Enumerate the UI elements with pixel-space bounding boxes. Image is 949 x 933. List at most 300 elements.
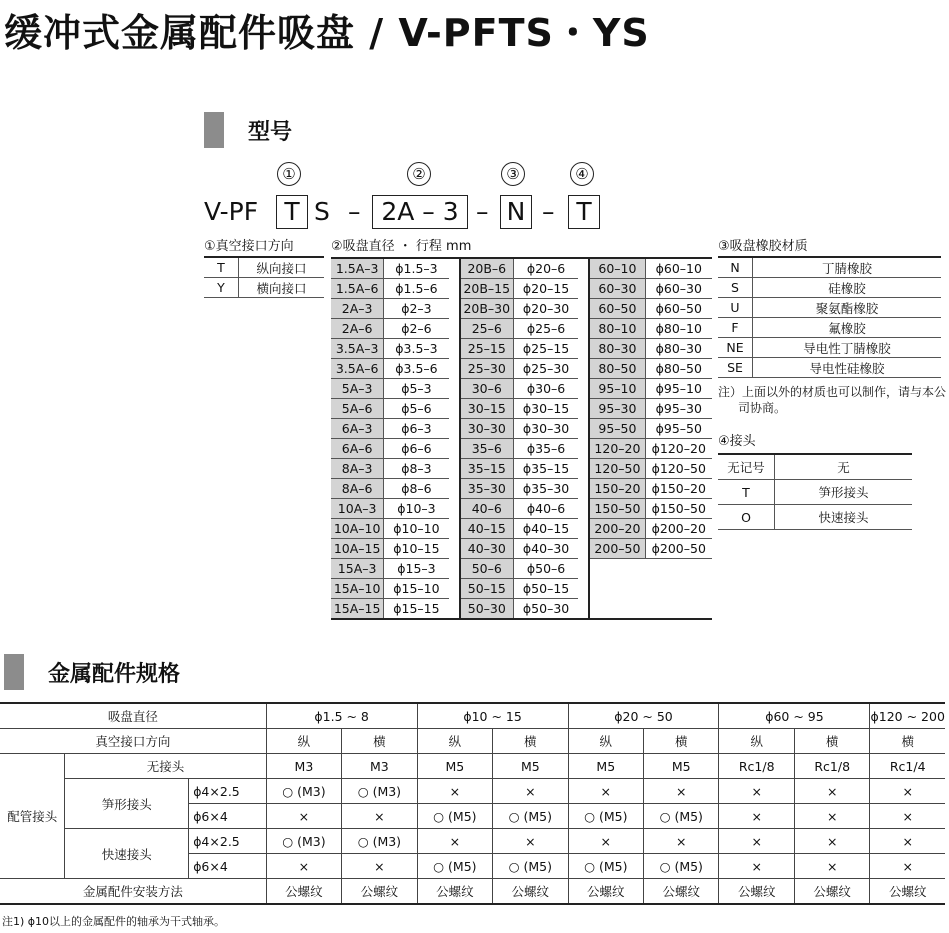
diameter-col1-code: 3.5A–6 — [331, 359, 384, 379]
diameter-col1-value: ϕ15–3 — [384, 559, 449, 579]
spec-barb-row — [0, 779, 945, 804]
diameter-col2-code: 20B–15 — [460, 279, 514, 299]
spec-mount-label: 金属配件安装方法 — [0, 879, 266, 905]
diameter-col3-code: 150–50 — [589, 499, 645, 519]
spec-cell: ○ (M3) — [342, 779, 417, 804]
material-label: ③吸盘橡胶材质 — [718, 239, 808, 254]
diameter-row — [331, 258, 712, 279]
spec-cell: 公螺纹 — [417, 879, 492, 905]
diameter-row — [331, 459, 712, 479]
direction-desc: 横向接口 — [239, 278, 325, 298]
spec-header-range: ϕ20 ~ 50 — [568, 703, 719, 729]
diameter-row — [331, 319, 712, 339]
spec-cell: × — [266, 804, 341, 829]
diameter-col3-code: 120–20 — [589, 439, 645, 459]
material-desc: 导电性硅橡胶 — [753, 358, 942, 378]
spec-barb-size: ϕ4×2.5 — [189, 779, 266, 804]
diameter-col3-empty — [589, 559, 645, 579]
code-dash-3: – — [542, 197, 555, 226]
material-code: N — [718, 257, 753, 278]
diameter-col3-empty — [589, 599, 645, 620]
spec-direction-row — [0, 729, 945, 754]
diameter-gap — [449, 459, 460, 479]
spec-cell: M5 — [417, 754, 492, 779]
spec-quick-size: ϕ4×2.5 — [189, 829, 266, 854]
spec-cell: × — [568, 829, 643, 854]
code-mid: S — [314, 197, 330, 226]
spec-table — [0, 702, 945, 905]
diameter-col1-value: ϕ6–6 — [384, 439, 449, 459]
diameter-gap — [578, 459, 589, 479]
diameter-col3-code: 80–50 — [589, 359, 645, 379]
spec-cell: 公螺纹 — [342, 879, 417, 905]
diameter-gap — [578, 279, 589, 299]
diameter-col2-code: 35–15 — [460, 459, 514, 479]
code-prefix: V-PF — [204, 197, 259, 226]
diameter-col1-value: ϕ15–10 — [384, 579, 449, 599]
diameter-col3-value: ϕ80–10 — [645, 319, 712, 339]
spec-cell: × — [719, 854, 794, 879]
diameter-row — [331, 339, 712, 359]
model-section-heading — [204, 112, 292, 148]
material-note-line2: 司协商。 — [738, 401, 787, 415]
spec-cell: × — [794, 804, 869, 829]
diameter-col3-code: 95–30 — [589, 399, 645, 419]
spec-cell: × — [719, 804, 794, 829]
circled-number-2: ② — [407, 162, 431, 186]
spec-none-row — [0, 754, 945, 779]
spec-direction: 纵 — [417, 729, 492, 754]
spec-direction-label: 真空接口方向 — [0, 729, 266, 754]
material-row — [718, 338, 941, 358]
diameter-col2-code: 30–6 — [460, 379, 514, 399]
material-note-line1: 注）上面以外的材质也可以制作，请与本公 — [718, 385, 947, 399]
diameter-gap — [449, 419, 460, 439]
spec-cell: ○ (M5) — [493, 804, 568, 829]
diameter-col1-value: ϕ1.5–6 — [384, 279, 449, 299]
diameter-row — [331, 299, 712, 319]
spec-direction: 纵 — [719, 729, 794, 754]
diameter-col2-value: ϕ25–15 — [513, 339, 578, 359]
spec-cell: M5 — [493, 754, 568, 779]
spec-header-diameter: 吸盘直径 — [0, 703, 266, 729]
diameter-col3-value: ϕ200–20 — [645, 519, 712, 539]
diameter-col1-value: ϕ1.5–3 — [384, 258, 449, 279]
diameter-col1-code: 2A–3 — [331, 299, 384, 319]
diameter-col1-value: ϕ8–6 — [384, 479, 449, 499]
diameter-col1-value: ϕ2–3 — [384, 299, 449, 319]
diameter-gap — [578, 319, 589, 339]
diameter-col2-value: ϕ30–15 — [513, 399, 578, 419]
spec-quick-row — [0, 829, 945, 854]
diameter-col2-code: 25–15 — [460, 339, 514, 359]
diameter-col3-code: 60–30 — [589, 279, 645, 299]
spec-cell: ○ (M3) — [266, 779, 341, 804]
diameter-gap — [449, 439, 460, 459]
diameter-col2-value: ϕ40–30 — [513, 539, 578, 559]
diameter-col2-code: 50–15 — [460, 579, 514, 599]
model-heading-text: 型号 — [248, 119, 293, 145]
diameter-gap — [449, 559, 460, 579]
diameter-gap — [449, 479, 460, 499]
diameter-col1-value: ϕ10–10 — [384, 519, 449, 539]
diameter-col3-value: ϕ200–50 — [645, 539, 712, 559]
spec-header-range: ϕ120 ~ 200 — [870, 703, 945, 729]
diameter-row — [331, 479, 712, 499]
spec-none-label: 无接头 — [65, 754, 266, 779]
diameter-gap — [578, 399, 589, 419]
diameter-col2-value: ϕ25–30 — [513, 359, 578, 379]
diameter-col2-value: ϕ40–15 — [513, 519, 578, 539]
diameter-col1-value: ϕ5–3 — [384, 379, 449, 399]
spec-cell: × — [342, 804, 417, 829]
circled-number-4: ④ — [570, 162, 594, 186]
spec-cell: ○ (M5) — [644, 804, 719, 829]
spec-cell: × — [719, 779, 794, 804]
diameter-col1-code: 3.5A–3 — [331, 339, 384, 359]
spec-direction: 纵 — [266, 729, 341, 754]
spec-cell: × — [794, 779, 869, 804]
spec-cell: ○ (M3) — [342, 829, 417, 854]
diameter-col1-value: ϕ10–15 — [384, 539, 449, 559]
diameter-gap — [578, 359, 589, 379]
diameter-label: ②吸盘直径 ・ 行程 mm — [331, 239, 472, 254]
spec-header-range: ϕ60 ~ 95 — [719, 703, 870, 729]
spec-direction: 纵 — [568, 729, 643, 754]
diameter-col2-code: 20B–6 — [460, 258, 514, 279]
spec-cell: Rc1/4 — [870, 754, 945, 779]
spec-barb-size: ϕ6×4 — [189, 804, 266, 829]
direction-label: ①真空接口方向 — [204, 239, 294, 254]
spec-cell: 公螺纹 — [266, 879, 341, 905]
diameter-col3-code: 200–50 — [589, 539, 645, 559]
spec-cell: × — [794, 854, 869, 879]
diameter-col1-code: 5A–6 — [331, 399, 384, 419]
diameter-col1-code: 6A–6 — [331, 439, 384, 459]
spec-cell: × — [493, 829, 568, 854]
diameter-gap — [578, 559, 589, 579]
spec-header-range: ϕ1.5 ~ 8 — [266, 703, 417, 729]
fitting-desc: 无 — [775, 454, 913, 480]
fitting-row — [718, 505, 912, 530]
spec-group-label: 配管接头 — [0, 754, 65, 879]
diameter-col3-value: ϕ60–30 — [645, 279, 712, 299]
diameter-col2-value: ϕ30–6 — [513, 379, 578, 399]
diameter-col2-code: 25–6 — [460, 319, 514, 339]
fitting-code: T — [718, 480, 775, 505]
diameter-col3-code: 150–20 — [589, 479, 645, 499]
diameter-row — [331, 519, 712, 539]
diameter-gap — [449, 359, 460, 379]
fitting-row — [718, 454, 912, 480]
diameter-gap — [449, 319, 460, 339]
diameter-gap — [578, 439, 589, 459]
diameter-row — [331, 359, 712, 379]
material-code: SE — [718, 358, 753, 378]
diameter-row — [331, 399, 712, 419]
spec-heading-text: 金属配件规格 — [48, 661, 181, 687]
code-box-fitting: T — [568, 195, 600, 229]
diameter-col3-code: 80–10 — [589, 319, 645, 339]
diameter-col3-empty — [645, 579, 712, 599]
diameter-col1-value: ϕ15–15 — [384, 599, 449, 620]
spec-cell: 公螺纹 — [568, 879, 643, 905]
material-code: NE — [718, 338, 753, 358]
diameter-gap — [578, 339, 589, 359]
diameter-col2-code: 30–30 — [460, 419, 514, 439]
spec-cell: ○ (M5) — [568, 854, 643, 879]
diameter-col1-code: 1.5A–3 — [331, 258, 384, 279]
diameter-col2-value: ϕ20–30 — [513, 299, 578, 319]
diameter-gap — [449, 519, 460, 539]
spec-cell: × — [719, 829, 794, 854]
diameter-gap — [578, 299, 589, 319]
material-code: S — [718, 278, 753, 298]
spec-cell: ○ (M3) — [266, 829, 341, 854]
diameter-col3-value: ϕ95–30 — [645, 399, 712, 419]
spec-cell: ○ (M5) — [417, 804, 492, 829]
code-dash-1: – — [348, 197, 361, 226]
direction-table — [204, 256, 324, 298]
diameter-col3-value: ϕ150–50 — [645, 499, 712, 519]
diameter-col3-value: ϕ95–50 — [645, 419, 712, 439]
spec-cell: × — [644, 779, 719, 804]
diameter-gap — [578, 258, 589, 279]
spec-section-heading — [4, 654, 180, 690]
direction-desc: 纵向接口 — [239, 257, 325, 278]
diameter-col1-code: 8A–6 — [331, 479, 384, 499]
diameter-col1-code: 1.5A–6 — [331, 279, 384, 299]
diameter-col3-empty — [589, 579, 645, 599]
diameter-col3-code: 120–50 — [589, 459, 645, 479]
diameter-col2-value: ϕ50–30 — [513, 599, 578, 620]
spec-cell: 公螺纹 — [870, 879, 945, 905]
diameter-col2-code: 35–6 — [460, 439, 514, 459]
diameter-col3-code: 60–50 — [589, 299, 645, 319]
spec-cell: × — [568, 779, 643, 804]
material-row — [718, 298, 941, 318]
fitting-label: ④接头 — [718, 434, 756, 449]
spec-cell: × — [493, 779, 568, 804]
diameter-gap — [578, 579, 589, 599]
code-box-diameter: 2A – 3 — [372, 195, 468, 229]
diameter-gap — [449, 279, 460, 299]
material-code: U — [718, 298, 753, 318]
spec-direction: 横 — [870, 729, 945, 754]
spec-cell: M5 — [644, 754, 719, 779]
diameter-col1-code: 10A–10 — [331, 519, 384, 539]
spec-direction: 横 — [342, 729, 417, 754]
diameter-col2-code: 40–15 — [460, 519, 514, 539]
spec-cell: × — [870, 854, 945, 879]
material-table — [718, 256, 941, 378]
spec-cell: × — [870, 804, 945, 829]
material-row — [718, 278, 941, 298]
diameter-col3-code: 95–10 — [589, 379, 645, 399]
diameter-gap — [449, 339, 460, 359]
code-dash-2: – — [476, 197, 489, 226]
diameter-col2-value: ϕ20–6 — [513, 258, 578, 279]
diameter-col2-value: ϕ50–15 — [513, 579, 578, 599]
diameter-gap — [449, 258, 460, 279]
diameter-row — [331, 579, 712, 599]
fitting-code: O — [718, 505, 775, 530]
diameter-col2-code: 40–30 — [460, 539, 514, 559]
material-code: F — [718, 318, 753, 338]
spec-direction: 横 — [794, 729, 869, 754]
diameter-row — [331, 419, 712, 439]
diameter-row — [331, 279, 712, 299]
diameter-col1-value: ϕ6–3 — [384, 419, 449, 439]
diameter-col3-code: 80–30 — [589, 339, 645, 359]
diameter-col3-empty — [645, 559, 712, 579]
diameter-col3-code: 60–10 — [589, 258, 645, 279]
code-box-material: N — [500, 195, 532, 229]
diameter-col2-value: ϕ20–15 — [513, 279, 578, 299]
diameter-col1-value: ϕ8–3 — [384, 459, 449, 479]
diameter-col1-code: 15A–10 — [331, 579, 384, 599]
diameter-col2-code: 50–6 — [460, 559, 514, 579]
spec-cell: × — [417, 829, 492, 854]
spec-header-row — [0, 703, 945, 729]
diameter-col3-code: 95–50 — [589, 419, 645, 439]
spec-cell: 公螺纹 — [493, 879, 568, 905]
material-row — [718, 358, 941, 378]
material-desc: 丁腈橡胶 — [753, 257, 942, 278]
page-title: 缓冲式金属配件吸盘 / V-PFTS・YS — [4, 11, 650, 55]
diameter-col2-code: 50–30 — [460, 599, 514, 620]
diameter-gap — [578, 419, 589, 439]
spec-cell: × — [870, 829, 945, 854]
diameter-table — [331, 257, 712, 620]
spec-cell: ○ (M5) — [568, 804, 643, 829]
diameter-gap — [449, 599, 460, 620]
diameter-col1-value: ϕ3.5–3 — [384, 339, 449, 359]
diameter-col1-value: ϕ10–3 — [384, 499, 449, 519]
spec-cell: × — [417, 779, 492, 804]
fitting-desc: 快速接头 — [775, 505, 913, 530]
diameter-col1-code: 6A–3 — [331, 419, 384, 439]
spec-cell: 公螺纹 — [794, 879, 869, 905]
diameter-gap — [449, 379, 460, 399]
fitting-code: 无记号 — [718, 454, 775, 480]
heading-bar — [204, 112, 224, 148]
direction-code: T — [204, 257, 239, 278]
spec-note: 注1) ϕ10以上的金属配件的轴承为干式轴承。 — [2, 915, 226, 928]
diameter-col1-value: ϕ2–6 — [384, 319, 449, 339]
diameter-gap — [449, 539, 460, 559]
diameter-col3-value: ϕ60–50 — [645, 299, 712, 319]
spec-cell: Rc1/8 — [794, 754, 869, 779]
diameter-col2-code: 40–6 — [460, 499, 514, 519]
spec-cell: M3 — [342, 754, 417, 779]
diameter-row — [331, 539, 712, 559]
circled-number-1: ① — [277, 162, 301, 186]
diameter-col3-value: ϕ80–30 — [645, 339, 712, 359]
diameter-gap — [449, 299, 460, 319]
diameter-col1-value: ϕ3.5–6 — [384, 359, 449, 379]
diameter-col1-code: 15A–3 — [331, 559, 384, 579]
spec-cell: 公螺纹 — [719, 879, 794, 905]
diameter-col2-value: ϕ40–6 — [513, 499, 578, 519]
diameter-col3-value: ϕ95–10 — [645, 379, 712, 399]
diameter-gap — [449, 579, 460, 599]
diameter-gap — [578, 379, 589, 399]
fitting-desc: 笋形接头 — [775, 480, 913, 505]
diameter-col2-value: ϕ35–15 — [513, 459, 578, 479]
diameter-row — [331, 499, 712, 519]
diameter-col2-code: 35–30 — [460, 479, 514, 499]
spec-cell: ○ (M5) — [417, 854, 492, 879]
diameter-row — [331, 439, 712, 459]
diameter-col1-code: 8A–3 — [331, 459, 384, 479]
fitting-row — [718, 480, 912, 505]
diameter-col2-code: 30–15 — [460, 399, 514, 419]
diameter-col3-code: 200–20 — [589, 519, 645, 539]
diameter-col3-empty — [645, 599, 712, 620]
diameter-col2-value: ϕ30–30 — [513, 419, 578, 439]
material-row — [718, 257, 941, 278]
diameter-col1-code: 10A–15 — [331, 539, 384, 559]
fitting-table — [718, 453, 912, 530]
spec-cell: M3 — [266, 754, 341, 779]
diameter-col1-value: ϕ5–6 — [384, 399, 449, 419]
spec-cell: × — [794, 829, 869, 854]
diameter-gap — [578, 599, 589, 620]
spec-cell: × — [644, 829, 719, 854]
diameter-col3-value: ϕ60–10 — [645, 258, 712, 279]
spec-cell: Rc1/8 — [719, 754, 794, 779]
heading-bar — [4, 654, 24, 690]
circled-number-3: ③ — [501, 162, 525, 186]
diameter-col2-code: 25–30 — [460, 359, 514, 379]
material-desc: 导电性丁腈橡胶 — [753, 338, 942, 358]
spec-cell: M5 — [568, 754, 643, 779]
diameter-gap — [578, 519, 589, 539]
diameter-gap — [449, 499, 460, 519]
diameter-gap — [449, 399, 460, 419]
diameter-row — [331, 379, 712, 399]
diameter-col3-value: ϕ150–20 — [645, 479, 712, 499]
material-row — [718, 318, 941, 338]
diameter-gap — [578, 499, 589, 519]
spec-quick-label: 快速接头 — [65, 829, 189, 879]
spec-cell: × — [266, 854, 341, 879]
diameter-col2-value: ϕ35–30 — [513, 479, 578, 499]
code-box-direction: T — [276, 195, 308, 229]
direction-code: Y — [204, 278, 239, 298]
diameter-col1-code: 2A–6 — [331, 319, 384, 339]
diameter-row — [331, 559, 712, 579]
spec-quick-size: ϕ6×4 — [189, 854, 266, 879]
diameter-col1-code: 10A–3 — [331, 499, 384, 519]
spec-cell: ○ (M5) — [644, 854, 719, 879]
direction-row — [204, 257, 324, 278]
spec-barb-label: 笋形接头 — [65, 779, 189, 829]
diameter-col3-value: ϕ120–50 — [645, 459, 712, 479]
diameter-col3-value: ϕ120–20 — [645, 439, 712, 459]
material-desc: 硅橡胶 — [753, 278, 942, 298]
spec-cell: × — [870, 779, 945, 804]
diameter-col2-value: ϕ50–6 — [513, 559, 578, 579]
diameter-col1-code: 15A–15 — [331, 599, 384, 620]
material-desc: 氟橡胶 — [753, 318, 942, 338]
spec-direction: 横 — [493, 729, 568, 754]
diameter-col2-value: ϕ25–6 — [513, 319, 578, 339]
material-desc: 聚氨酯橡胶 — [753, 298, 942, 318]
diameter-gap — [578, 539, 589, 559]
diameter-row — [331, 599, 712, 620]
